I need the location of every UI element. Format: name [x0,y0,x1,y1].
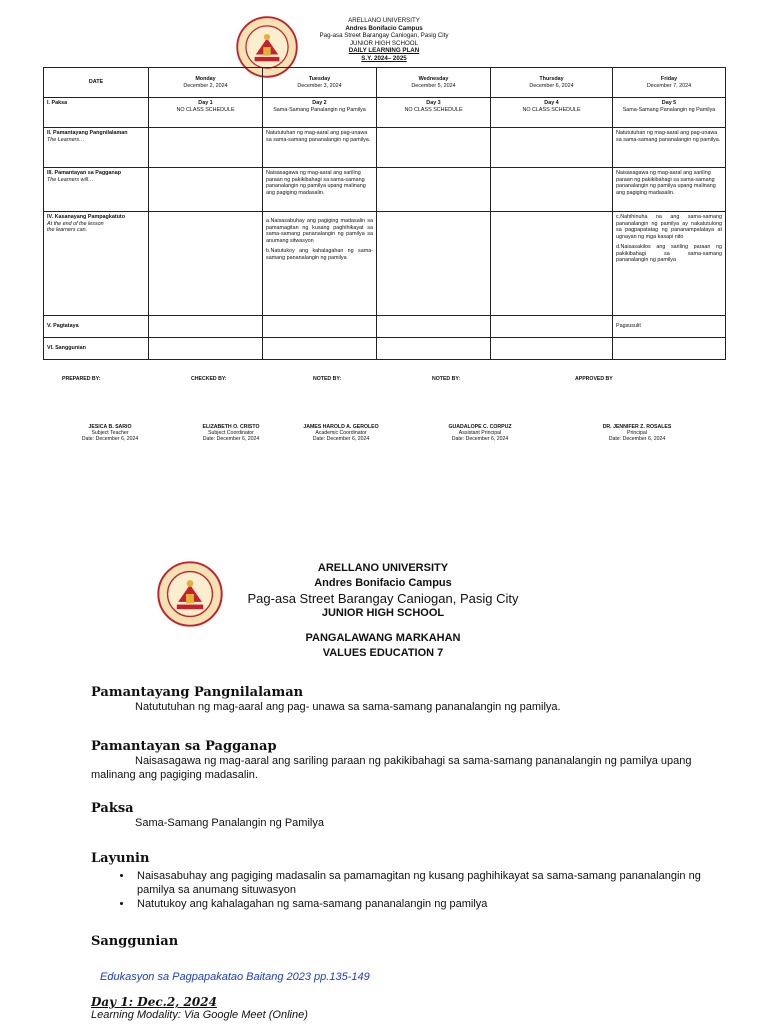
school-name: JUNIOR HIGH SCHOOL [321,607,445,619]
prepared-by-label: PREPARED BY: [62,376,101,382]
table-row [44,168,726,212]
section-heading: Layunin [91,851,150,866]
table-row [44,338,726,360]
page2-header [0,555,768,675]
cell-empty [377,212,491,316]
cell-empty [491,316,613,338]
cell-pagtataya-friday: Pagsusulit [613,316,726,338]
cell-paksa-monday: Day 1 NO CLASS SCHEDULE [149,98,263,128]
list-item: • Naisasabuhay ang pagiging madasalin sa pamamagitan ng kusang paghihikayat sa sama-samang pananalangin ng pamilya sa anumang situwasyon [133,869,711,897]
day-header-monday: Monday December 2, 2024 [149,68,263,98]
university-name: ARELLANO UNIVERSITY [348,17,420,24]
objectives-list [91,869,711,911]
cell-empty [263,316,377,338]
cell-pangnilalaman-tuesday: Natututuhan ng mag-aaral ang pag-unawa sa sama-samang pananalangin ng pamilya. [263,128,377,168]
cell-empty [149,316,263,338]
section-text: Sama-Samang Panalangin ng Pamilya [135,817,324,829]
section-pagganap [91,739,711,782]
row-label-pagtataya: V. Pagtataya [44,316,149,338]
cell-empty [149,212,263,316]
section-pangnilalaman [91,685,711,714]
signatory: JAMES HAROLD A. GEROLEO Academic Coordinator Date: December 6, 2024 [303,424,379,443]
cell-empty [491,212,613,316]
noted-by-label: NOTED BY: [432,376,461,382]
table-row [44,212,726,316]
learning-modality: Learning Modality: Via Google Meet (Online) [91,1009,308,1021]
cell-paksa-thursday: Day 4 NO CLASS SCHEDULE [491,98,613,128]
section-heading: Pamantayan sa Pagganap [91,739,277,754]
list-item: • Natutukoy ang kahalagahan ng sama-samang pananalangin ng pamilya [133,897,711,911]
row-label-pangnilalaman: II. Pamantayang Pangnilalaman The Learners… [44,128,149,168]
cell-empty [263,338,377,360]
reference-link-container [100,967,720,985]
section-text: Naisasagawa ng mag-aaral ang sariling paraan ng pakikibahagi sa sama-samang pananalangin ng pamilya upang malinang ang pagiging madasalin. [91,755,692,781]
date-header: DATE [44,68,149,98]
section-text: Natututuhan ng mag-aaral ang pag- unawa sa sama-samang pananalangin ng pamilya. [135,701,561,713]
page1-header [0,14,768,72]
page1-header-text [284,17,484,63]
objective-b: b.Natutukoy ang kahalagahan ng sama-samang pananalangin ng pamilya [266,248,373,261]
daily-learning-plan-table [43,67,726,360]
signatory: ELIZABETH O. CRISTO Subject Coordinator Date: December 6, 2024 [202,424,260,443]
section-heading: Pamantayang Pangnilalaman [91,685,304,700]
campus-name: Andres Bonifacio Campus [345,24,423,32]
cell-pangnilalaman-friday: Natututuhan ng mag-aaral ang pag-unawa sa sama-samang pananalangin ng pamilya. [613,128,726,168]
address: Pag-asa Street Barangay Caniogan, Pasig City [247,591,519,606]
signatory: JESICA B. SARIO Subject Teacher Date: December 6, 2024 [81,424,139,443]
cell-empty [149,168,263,212]
section-day1 [91,995,711,1021]
school-name: JUNIOR HIGH SCHOOL [349,39,419,47]
table-row [44,316,726,338]
cell-empty [149,128,263,168]
cell-empty [377,168,491,212]
cell-empty [377,316,491,338]
reference-link[interactable]: Edukasyon sa Pagpapakatao Baitang 2023 pp.135-149 [100,971,370,983]
cell-empty [377,338,491,360]
section-heading: Sanggunian [91,934,179,949]
cell-pagganap-friday: Naisasagawa ng mag-aaral ang sariling paraan ng pakikibahagi sa sama-samang pananalangin ng pamilya upang malinang ang pagiging madasalin. [613,168,726,212]
university-name: ARELLANO UNIVERSITY [317,562,449,574]
day-header-friday: Friday December 7, 2024 [613,68,726,98]
day-header-tuesday: Tuesday December 3, 2024 [263,68,377,98]
section-layunin [91,851,711,911]
cell-empty [491,128,613,168]
cell-empty [613,338,726,360]
table-row [44,98,726,128]
section-sanggunian [91,934,711,949]
cell-paksa-tuesday: Day 2 Sama-Samang Panalangin ng Pamilya [263,98,377,128]
row-label-sanggunian: VI. Sanggunian [44,338,149,360]
section-paksa [91,801,711,830]
signatory: DR. JENNIFER Z. ROSALES Principal Date: December 6, 2024 [602,424,672,443]
cell-paksa-wednesday: Day 3 NO CLASS SCHEDULE [377,98,491,128]
approved-by-label: APPROVED BY [575,376,613,382]
noted-by-label: NOTED BY: [313,376,342,382]
objective-c: c.Nahihinuha na ang sama-samang pananalangin ng pamilya ay nakatutulong sa pagpapatatag ng pananampalataya at ugnayan ng mga kasapi nito [616,214,722,240]
table-row [44,128,726,168]
day-header-thursday: Thursday December 6, 2024 [491,68,613,98]
campus-name: Andres Bonifacio Campus [314,577,452,589]
signatory: GUADALOPE C. CORPUZ Assistant Principal Date: December 6, 2024 [448,424,512,443]
checked-by-label: CHECKED BY: [191,376,227,382]
cell-pagganap-tuesday: Naisasagawa ng mag-aaral ang sariling paraan ng pakikibahagi sa sama-samang pananalangin ng pamilya upang malinang ang pagiging madasalin. [263,168,377,212]
objective-a: a.Naisasabuhay ang pagiging madasalin sa pamamagitan ng kusang paghihikayat sa sama-samang pananalangin ng pamilya sa anumang sitwasyon [266,218,373,244]
cell-empty [491,338,613,360]
subject-title: VALUES EDUCATION 7 [322,647,444,659]
cell-empty [491,168,613,212]
cell-empty [377,128,491,168]
row-label-pagganap: III. Pamantayan sa Pagganap The Learners will… [44,168,149,212]
day-header-wednesday: Wednesday December 5, 2024 [377,68,491,98]
cell-pampagkatuto-tuesday [263,212,377,316]
cell-pampagkatuto-friday [613,212,726,316]
plan-title: DAILY LEARNING PLAN [348,47,420,55]
row-label-paksa: I. Paksa [44,98,149,128]
quarter-title: PANGALAWANG MARKAHAN [305,632,461,644]
address: Pag-asa Street Barangay Caniogan, Pasig City [319,32,449,40]
section-heading: Paksa [91,801,134,816]
table-header-row [44,68,726,98]
row-label-pampagkatuto: IV. Kasanayang Pampagkatuto At the end of the lesson the learners can. [44,212,149,316]
university-seal-logo [157,561,223,627]
day1-title: Day 1: Dec.2, 2024 [91,995,217,1009]
cell-empty [149,338,263,360]
school-year: S.Y. 2024– 2025 [361,54,407,62]
page2-header-text [230,561,536,661]
cell-paksa-friday: Day 5 Sama-Samang Panalangin ng Pamilya [613,98,726,128]
objective-d: d.Naisasakilos ang sariling paraan ng pakikibahagi sa sama-samang pananalangin ng pamilya [616,244,722,263]
